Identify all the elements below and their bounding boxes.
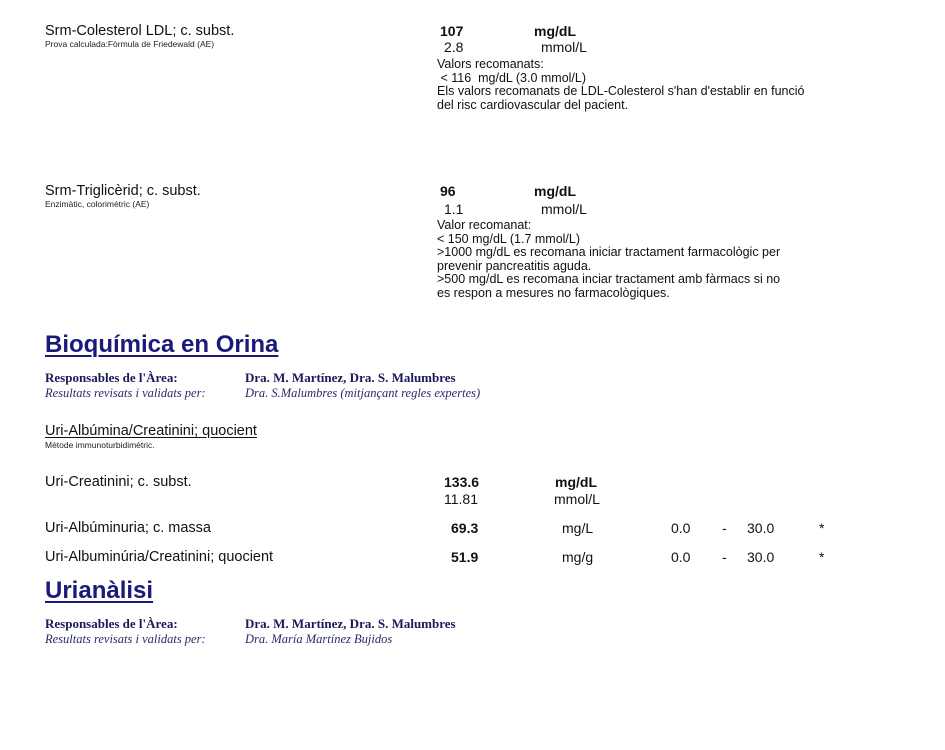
responsible-label: Responsables de l'Àrea: [45, 370, 178, 385]
trig-note-line: >1000 mg/dL es recomana iniciar tractament farmacològic per [437, 245, 781, 259]
result-row-ref-high: 30.0 [747, 520, 775, 536]
result-row-value: 69.3 [451, 520, 479, 536]
ratio-group-method: Mètode immunoturbidimètric. [45, 440, 155, 450]
ldl-notes [437, 58, 877, 112]
result-row-value: 51.9 [451, 549, 479, 565]
responsible-value: Dra. M. Martínez, Dra. S. Malumbres [245, 370, 456, 385]
reviewed-label: Resultats revisats i validats per: [45, 386, 206, 400]
result-row-flag: * [819, 549, 825, 565]
trig-note-line: es respon a mesures no farmacològiques. [437, 285, 670, 300]
result-row-ref-high: 30.0 [747, 549, 775, 565]
ldl-note-line: Els valors recomanats de LDL-Colesterol s'han d'establir en funció [437, 84, 805, 98]
result-row-name: Uri-Albuminúria/Creatinini; quocient [45, 549, 274, 565]
result-row-unit: mg/g [562, 549, 594, 565]
trig-notes [437, 219, 877, 300]
trig-unit-mgdl: mg/dL [534, 183, 576, 199]
responsible-label: Responsables de l'Àrea: [45, 616, 178, 631]
section-title-urine-biochemistry: Bioquímica en Orina [45, 331, 279, 358]
ratio-group-title: Uri-Albúmina/Creatinini; quocient [45, 423, 257, 439]
result-row-name: Uri-Albúminuria; c. massa [45, 520, 211, 536]
trig-note-line: < 150 mg/dL (1.7 mmol/L) [437, 231, 581, 246]
trig-method: Enzimàtic, colorimètric (AE) [45, 199, 150, 209]
creat-unit-mgdl: mg/dL [555, 474, 597, 490]
result-row-ref-dash: - [722, 520, 727, 536]
ldl-note-line: del risc cardiovascular del pacient. [437, 97, 629, 112]
responsible-value: Dra. M. Martínez, Dra. S. Malumbres [245, 616, 456, 631]
section-title-urinalysis: Urianàlisi [45, 577, 154, 604]
ldl-value-mgdl: 107 [440, 23, 464, 39]
reviewed-label: Resultats revisats i validats per: [45, 632, 206, 646]
creat-test-name: Uri-Creatinini; c. subst. [45, 474, 192, 490]
ldl-note-line: < 116 mg/dL (3.0 mmol/L) [437, 70, 587, 85]
ldl-value-mmol: 2.8 [444, 39, 464, 55]
creat-value-mmol: 11.81 [444, 491, 478, 507]
ldl-test-name: Srm-Colesterol LDL; c. subst. [45, 23, 235, 39]
trig-unit-mmol: mmol/L [541, 201, 587, 217]
reviewed-value: Dra. S.Malumbres (mitjançant regles expertes) [245, 386, 481, 400]
ldl-unit-mgdl: mg/dL [534, 23, 576, 39]
ldl-note-line: Valors recomanats: [437, 57, 544, 71]
trig-value-mgdl: 96 [440, 183, 456, 199]
trig-test-name: Srm-Triglicèrid; c. subst. [45, 183, 201, 199]
result-row-unit: mg/L [562, 520, 594, 536]
creat-unit-mmol: mmol/L [554, 491, 600, 507]
trig-note-line: >500 mg/dL es recomana inciar tractament amb fàrmacs si no [437, 272, 781, 286]
reviewed-value: Dra. María Martínez Bujidos [245, 632, 393, 646]
result-row-ref-low: 0.0 [671, 549, 691, 565]
result-row-flag: * [819, 520, 825, 536]
trig-value-mmol: 1.1 [444, 201, 464, 217]
trig-note-line: prevenir pancreatitis aguda. [437, 258, 592, 273]
trig-note-line: Valor recomanat: [437, 218, 532, 232]
creat-value-mgdl: 133.6 [444, 474, 480, 490]
result-row-ref-dash: - [722, 549, 727, 565]
ldl-method: Prova calculada:Fòrmula de Friedewald (AE) [45, 39, 215, 49]
result-row-ref-low: 0.0 [671, 520, 691, 536]
ldl-unit-mmol: mmol/L [541, 39, 587, 55]
